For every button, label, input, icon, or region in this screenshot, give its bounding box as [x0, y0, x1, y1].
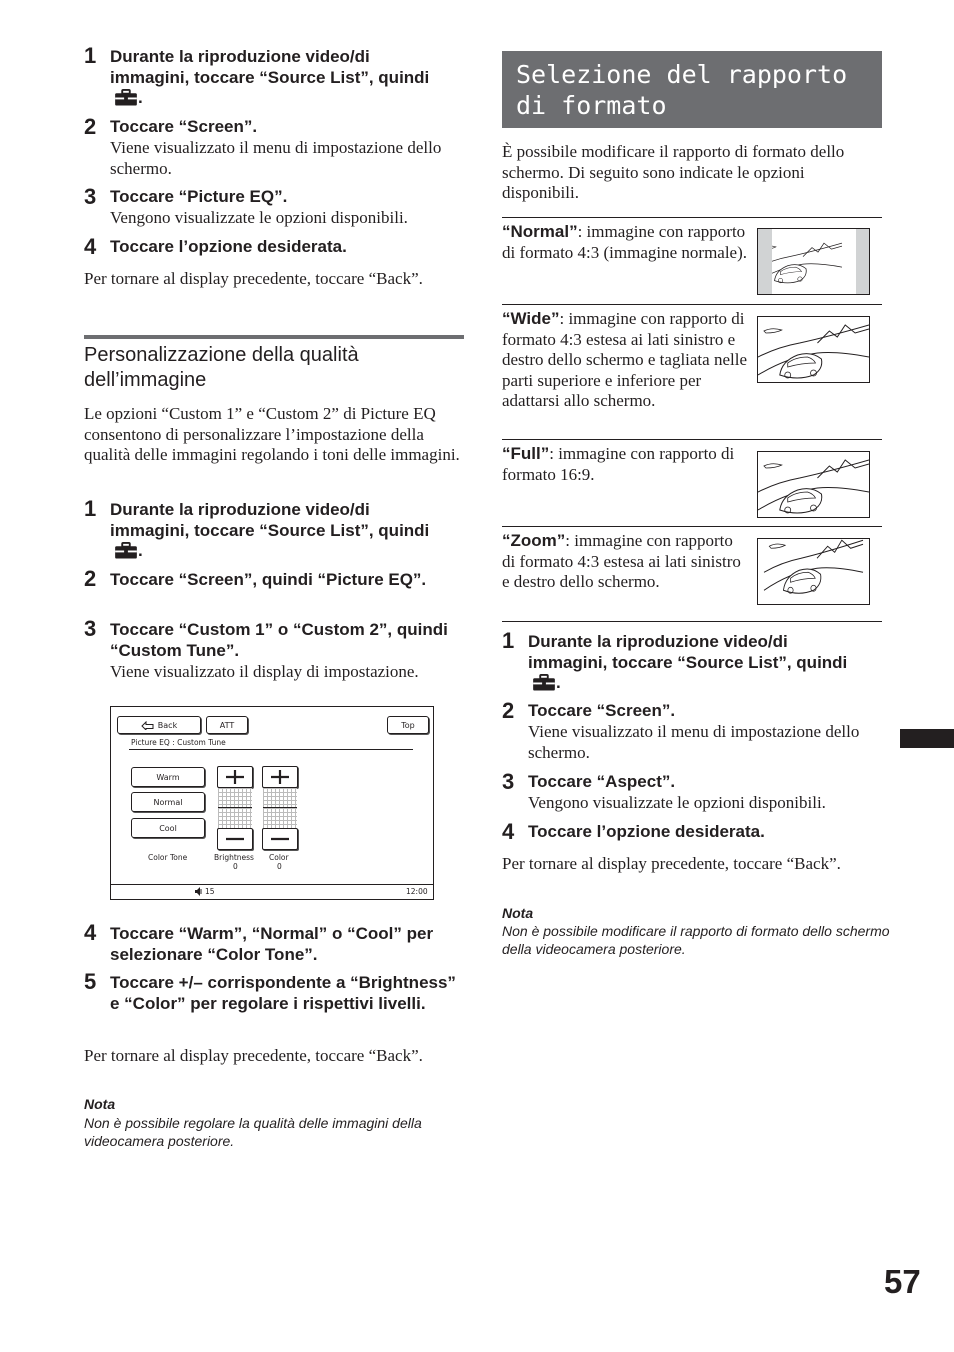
step-number: 2 — [502, 698, 515, 723]
step-number: 4 — [84, 234, 97, 259]
step-body: Viene visualizzato il menu di impostazione dello schermo. — [110, 138, 442, 178]
clock: 12:00 — [406, 887, 428, 896]
step-title: Toccare “Warm”, “Normal” o “Cool” per selezionare “Color Tone”. — [110, 924, 434, 964]
step-number: 2 — [84, 114, 97, 139]
brightness-level-grid — [218, 788, 252, 830]
step-body: Viene visualizzato il display di impostazione. — [110, 662, 419, 681]
toolbox-icon — [114, 542, 138, 559]
mode-normal: “Normal”: immagine con rapporto di formato 4:3 (immagine normale). — [502, 222, 748, 262]
normal-button[interactable]: Normal — [131, 792, 205, 812]
table-rule — [502, 621, 882, 622]
status-divider — [111, 884, 433, 885]
note-body: Non è possibile modificare il rapporto di formato dello schermo della videocamera posteriore. — [502, 923, 890, 957]
plus-icon — [218, 767, 252, 787]
minus-icon — [218, 829, 252, 849]
note-title: Nota — [84, 1096, 116, 1112]
return-instruction: Per tornare al display precedente, toccare “Back”. — [84, 269, 423, 288]
step-number: 1 — [84, 496, 97, 521]
brightness-label: Brightness — [214, 853, 254, 862]
table-rule — [502, 304, 882, 305]
step-body: Vengono visualizzate le opzioni disponibili. — [110, 208, 408, 227]
back-button[interactable]: Back — [117, 716, 201, 734]
step-title: Toccare “Screen”. — [528, 701, 676, 720]
return-instruction: Per tornare al display precedente, toccare “Back”. — [84, 1046, 423, 1065]
step-number: 3 — [502, 769, 515, 794]
table-rule — [502, 217, 882, 218]
mode-full: “Full”: immagine con rapporto di formato 16:9. — [502, 444, 735, 484]
mode-zoom: “Zoom”: immagine con rapporto di formato 4:3 estesa ai lati sinistro e destro dello schermo. — [502, 531, 741, 591]
step-title: Durante la riproduzione video/di immagini, toccare “Source List”, quindi. — [110, 500, 430, 560]
step-title: Toccare “Screen”, quindi “Picture EQ”. — [110, 570, 427, 589]
step-title: Durante la riproduzione video/di immagini, toccare “Source List”, quindi. — [528, 632, 848, 692]
step-title: Toccare l’opzione desiderata. — [528, 822, 765, 841]
banner-title: Selezione del rapporto di formato — [516, 60, 848, 120]
step-number: 4 — [502, 819, 515, 844]
step-body: Vengono visualizzate le opzioni disponibili. — [528, 793, 826, 812]
return-instruction: Per tornare al display precedente, toccare “Back”. — [502, 854, 841, 873]
plus-icon — [263, 767, 297, 787]
zoom-aspect-thumbnail — [757, 538, 870, 605]
step-title: Toccare “Picture EQ”. — [110, 187, 288, 206]
color-level-grid — [263, 788, 297, 830]
section-rule — [84, 335, 464, 339]
color-plus-button[interactable] — [262, 766, 298, 788]
step-number: 4 — [84, 920, 97, 945]
car-scene-image — [758, 452, 869, 517]
color-value: 0 — [277, 862, 282, 871]
custom-tune-screen — [110, 706, 434, 900]
step-body: Viene visualizzato il menu di impostazione dello schermo. — [528, 722, 860, 762]
step-number: 1 — [502, 628, 515, 653]
section-heading: Personalizzazione della qualità dell’immagine — [84, 344, 359, 391]
back-arrow-icon — [141, 721, 155, 730]
brightness-center-mark — [218, 807, 252, 808]
cool-button[interactable]: Cool — [131, 818, 205, 838]
table-rule — [502, 526, 882, 527]
step-number: 5 — [84, 969, 97, 994]
section-intro: È possibile modificare il rapporto di formato dello schermo. Di seguito sono indicate le opzioni disponibili. — [502, 142, 845, 202]
table-rule — [502, 439, 882, 440]
step-number: 2 — [84, 566, 97, 591]
car-scene-image — [758, 539, 869, 604]
brightness-minus-button[interactable] — [217, 828, 253, 850]
color-tone-label: Color Tone — [148, 853, 188, 862]
step-title: Toccare “Screen”. — [110, 117, 258, 136]
volume-level: 15 — [205, 887, 215, 896]
step-number: 3 — [84, 184, 97, 209]
step-title: Toccare “Custom 1” o “Custom 2”, quindi “Custom Tune”. — [110, 620, 448, 660]
speaker-icon — [195, 887, 203, 896]
mode-wide: “Wide”: immagine con rapporto di formato 4:3 estesa ai lati sinistro e destro dello schermo e tagliata nelle parti superiore e inferiore per adattarsi allo schermo. — [502, 309, 747, 410]
screen-title: Picture EQ : Custom Tune — [131, 738, 226, 747]
warm-button[interactable]: Warm — [131, 767, 205, 787]
section-intro: Le opzioni “Custom 1” e “Custom 2” di Picture EQ consentono di personalizzare l’impostazione della qualità delle immagini regolando i toni delle immagini. — [84, 404, 460, 464]
normal-aspect-thumbnail — [757, 228, 870, 295]
title-divider — [129, 749, 413, 750]
step-title: Toccare l’opzione desiderata. — [110, 237, 347, 256]
top-button[interactable]: Top — [387, 716, 429, 734]
note-body: Non è possibile regolare la qualità delle immagini della videocamera posteriore. — [84, 1115, 422, 1149]
brightness-plus-button[interactable] — [217, 766, 253, 788]
minus-icon — [263, 829, 297, 849]
color-center-mark — [263, 807, 297, 808]
brightness-value: 0 — [233, 862, 238, 871]
note-title: Nota — [502, 905, 534, 921]
section-banner — [502, 51, 882, 128]
toolbox-icon — [114, 89, 138, 106]
color-minus-button[interactable] — [262, 828, 298, 850]
full-aspect-thumbnail — [757, 451, 870, 518]
step-title: Durante la riproduzione video/di immagini, toccare “Source List”, quindi. — [110, 47, 430, 107]
att-button[interactable]: ATT — [206, 716, 248, 734]
toolbox-icon — [532, 674, 556, 691]
car-scene-image — [772, 229, 856, 294]
page-number: 57 — [884, 1263, 921, 1300]
wide-aspect-thumbnail — [757, 316, 870, 383]
car-scene-image — [758, 317, 869, 382]
step-number: 3 — [84, 616, 97, 641]
step-title: Toccare +/– corrispondente a “Brightness” e “Color” per regolare i rispettivi livelli. — [110, 973, 456, 1013]
step-title: Toccare “Aspect”. — [528, 772, 676, 791]
chapter-tab — [900, 729, 954, 748]
color-label: Color — [269, 853, 289, 862]
step-number: 1 — [84, 43, 97, 68]
